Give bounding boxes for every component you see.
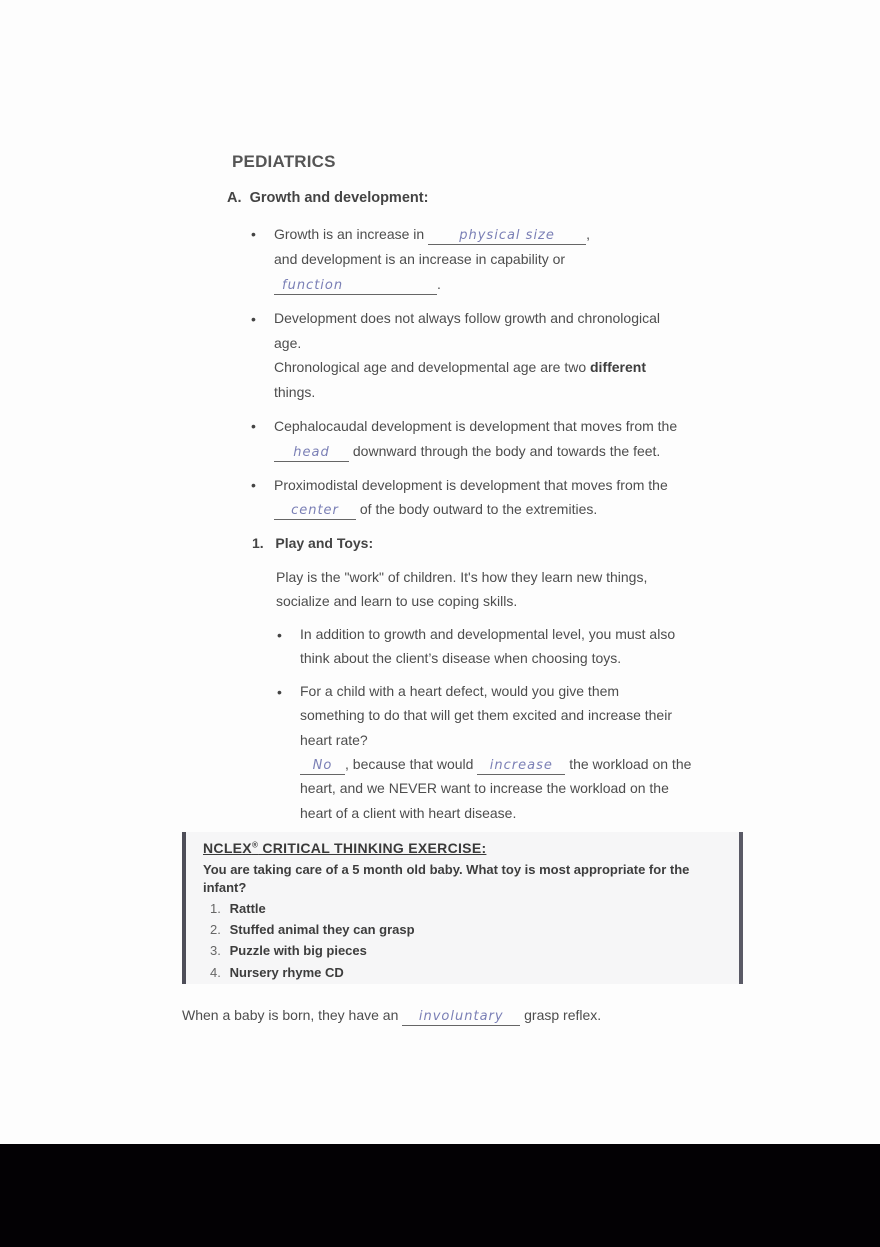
bullet-proximodistal-line1: Proximodistal development is development that moves from the <box>274 477 668 493</box>
bullet-heart-line5: heart, and we NEVER want to increase the workload on the <box>300 780 669 796</box>
exercise-title: NCLEX® CRITICAL THINKING EXERCISE: <box>203 840 487 856</box>
bullet-proximodistal-line2: center of the body outward to the extremities. <box>274 497 597 521</box>
subsection-heading: 1. Play and Toys: <box>252 535 374 551</box>
bullet-icon: • <box>251 311 256 327</box>
bullet-icon: • <box>251 226 256 242</box>
fill-in-answer: function <box>274 278 437 295</box>
bullet-heart-line6: heart of a client with heart disease. <box>300 805 517 821</box>
bullet-cephalocaudal-line2: head downward through the body and towards the feet. <box>274 439 660 463</box>
section-heading <box>227 190 428 206</box>
bullet-development-line4: things. <box>274 384 316 400</box>
fill-in-answer: head <box>274 445 349 462</box>
bullet-development-line2: age. <box>274 335 302 351</box>
fill-in-answer: increase <box>477 758 565 775</box>
bullet-growth: Growth is an increase in physical size , <box>274 226 590 243</box>
exercise-option: 1. Rattle <box>210 901 266 916</box>
exercise-option: 4. Nursery rhyme CD <box>210 965 344 980</box>
bullet-growth-line3: function . <box>274 272 441 296</box>
bottom-black-bar <box>0 1144 880 1247</box>
exercise-question: You are taking care of a 5 month old baby. What toy is most appropriate for the infant? <box>203 862 690 895</box>
bullet-heart-line1: For a child with a heart defect, would you give them <box>300 683 620 699</box>
fill-in-answer: involuntary <box>402 1009 520 1026</box>
bullet-heart-line4: No , because that would increase the workload on the <box>300 752 691 776</box>
page-title: PEDIATRICS <box>232 152 336 171</box>
bullet-heart-line3: heart rate? <box>300 732 368 748</box>
fill-in-answer: physical size <box>428 228 586 245</box>
fill-in-answer: No <box>300 758 345 775</box>
fill-in-answer: center <box>274 503 356 520</box>
bullet-icon: • <box>251 418 256 434</box>
bullet-development-line3: Chronological age and developmental age are two different <box>274 359 646 375</box>
bullet-cephalocaudal-line1: Cephalocaudal development is development that moves from the <box>274 418 678 434</box>
bullet-growth-line2: and development is an increase in capability or <box>274 251 566 267</box>
section-label: A. <box>227 190 242 206</box>
section-heading-text: Growth and development: <box>249 190 429 206</box>
subsection-intro-line1: Play is the "work" of children. It's how they learn new things, <box>276 569 648 585</box>
exercise-option: 2. Stuffed animal they can grasp <box>210 922 415 937</box>
grasp-reflex-line: When a baby is born, they have an involuntary grasp reflex. <box>182 1007 602 1024</box>
subsection-intro-line2: socialize and learn to use coping skills. <box>276 593 518 609</box>
bullet-toys-line2: think about the client’s disease when choosing toys. <box>300 650 622 666</box>
bullet-icon: • <box>251 477 256 493</box>
bullet-icon: • <box>277 627 282 643</box>
bullet-development-line1: Development does not always follow growth and chronological <box>274 310 660 326</box>
exercise-option: 3. Puzzle with big pieces <box>210 943 367 958</box>
bullet-icon: • <box>277 684 282 700</box>
bullet-heart-line2: something to do that will get them excited and increase their <box>300 707 672 723</box>
bullet-toys-line1: In addition to growth and developmental level, you must also <box>300 626 676 642</box>
